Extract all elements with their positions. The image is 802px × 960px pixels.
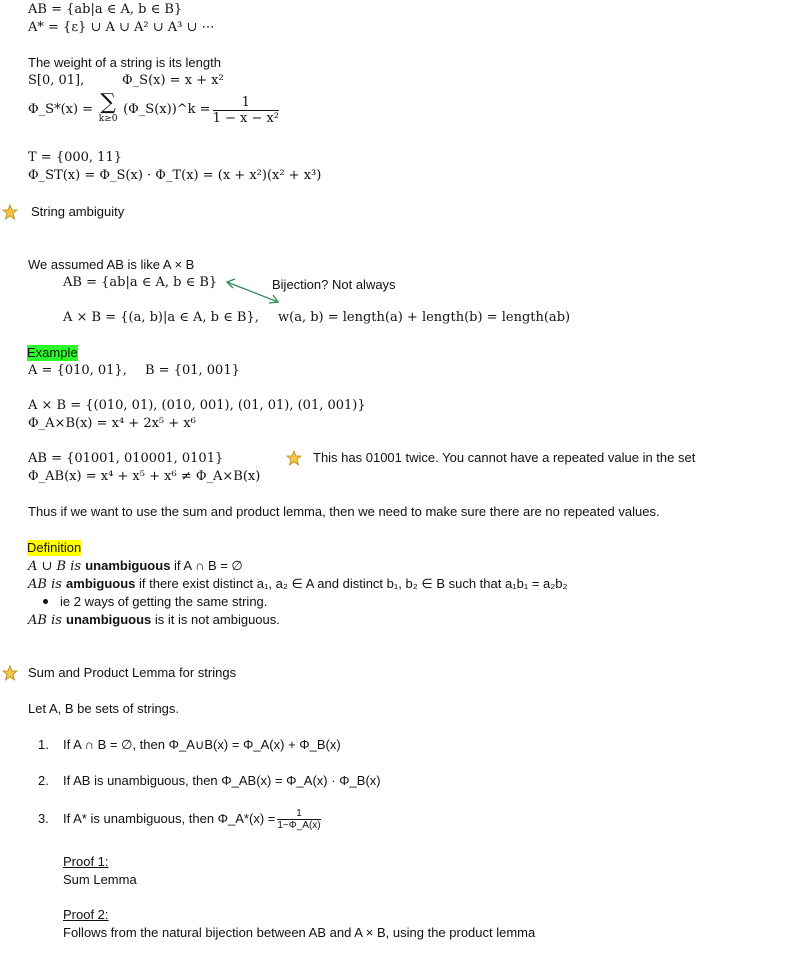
- s-set: S[0, 01],: [28, 73, 85, 88]
- proof1-body: Sum Lemma: [63, 872, 137, 887]
- t-set: T = {000, 11}: [28, 150, 122, 165]
- definition-label: Definition: [27, 540, 82, 555]
- ab-example: AB = {01001, 010001, 0101}: [28, 451, 224, 466]
- star-icon: [2, 204, 18, 220]
- phi-s: Φ_S(x) = x + x²: [122, 73, 224, 88]
- fraction: [213, 95, 279, 126]
- bullet-icon: [43, 599, 48, 604]
- kleene-star-definition: A* = {ε} ∪ A ∪ A² ∪ A³ ∪ ⋯: [28, 20, 215, 35]
- star-icon: [2, 665, 18, 681]
- definition-line-1: A ∪ B is unambiguous if A ∩ B = ∅: [28, 558, 243, 574]
- lemma-item-2: 2. If AB is unambiguous, then Φ_AB(x) = Φ_A(x) · Φ_B(x): [38, 773, 381, 788]
- star-icon: [286, 450, 302, 466]
- bijection-note: Bijection? Not always: [272, 277, 396, 292]
- weight-equation: w(a, b) = length(a) + length(b) = length(ab): [278, 310, 571, 325]
- axb-def: A × B = {(a, b)|a ∈ A, b ∈ B},: [63, 310, 259, 325]
- phi-s-star-lhs: Φ_S*(x) =: [28, 102, 94, 117]
- definition-line-2: AB is ambiguous if there exist distinct a₁, a₂ ∈ A and distinct b₁, b₂ ∈ B such that a₁b₁ = a₂b₂: [28, 576, 568, 592]
- definition-line-3: AB is unambiguous is it is not ambiguous.: [28, 612, 280, 628]
- proof2-body: Follows from the natural bijection between AB and A × B, using the product lemma: [63, 925, 536, 940]
- axb-example: A × B = {(010, 01), (010, 001), (01, 01), (01, 001)}: [28, 398, 366, 413]
- assumed-line: We assumed AB is like A × B: [28, 257, 195, 272]
- lemma-item-1: 1. If A ∩ B = ∅, then Φ_A∪B(x) = Φ_A(x) + Φ_B(x): [38, 737, 341, 752]
- fraction-denominator: 1 − x − x²: [212, 110, 280, 126]
- fraction-numerator: 1: [213, 95, 279, 111]
- phi-st: Φ_ST(x) = Φ_S(x) · Φ_T(x) = (x + x²)(x² + x³): [28, 168, 322, 183]
- sum-body: (Φ_S(x))^k =: [123, 102, 211, 117]
- lemma-heading: Sum and Product Lemma for strings: [28, 665, 237, 680]
- proof1-title: Proof 1:: [63, 854, 109, 869]
- phi-axb: Φ_A×B(x) = x⁴ + 2x⁵ + x⁶: [28, 416, 196, 431]
- item3-fraction: $\frac{1}{1-\Phi\_A(x)}$: [277, 807, 321, 831]
- sum-operator: ∑ k≥0: [93, 93, 123, 127]
- phi-ab: Φ_AB(x) = x⁴ + x⁵ + x⁶ ≠ Φ_A×B(x): [28, 469, 261, 484]
- lemma-item-3: 3. If A* is unambiguous, then Φ_A*(x) = $\frac{1}{1-\Phi\_A(x)}$: [38, 807, 321, 831]
- string-ambiguity-heading: String ambiguity: [31, 204, 125, 219]
- b-set: B = {01, 001}: [145, 363, 240, 378]
- weight-sentence: The weight of a string is its length: [28, 55, 221, 70]
- repeated-value-note: This has 01001 twice. You cannot have a repeated value in the set: [313, 450, 696, 465]
- example-label: Example: [27, 345, 78, 360]
- proof2-title: Proof 2:: [63, 907, 109, 922]
- a-set: A = {010, 01},: [28, 363, 127, 378]
- definition-bullet: ie 2 ways of getting the same string.: [43, 594, 267, 610]
- ab-def-repeat: AB = {ab|a ∈ A, b ∈ B}: [63, 275, 218, 290]
- sum-index: k≥0: [98, 114, 118, 124]
- lemma-let: Let A, B be sets of strings.: [28, 701, 180, 716]
- phi-s-star-equation: [28, 89, 281, 131]
- ab-definition: AB = {ab|a ∈ A, b ∈ B}: [28, 2, 183, 17]
- thus-sentence: Thus if we want to use the sum and product lemma, then we need to make sure there are no repeated values.: [28, 504, 660, 519]
